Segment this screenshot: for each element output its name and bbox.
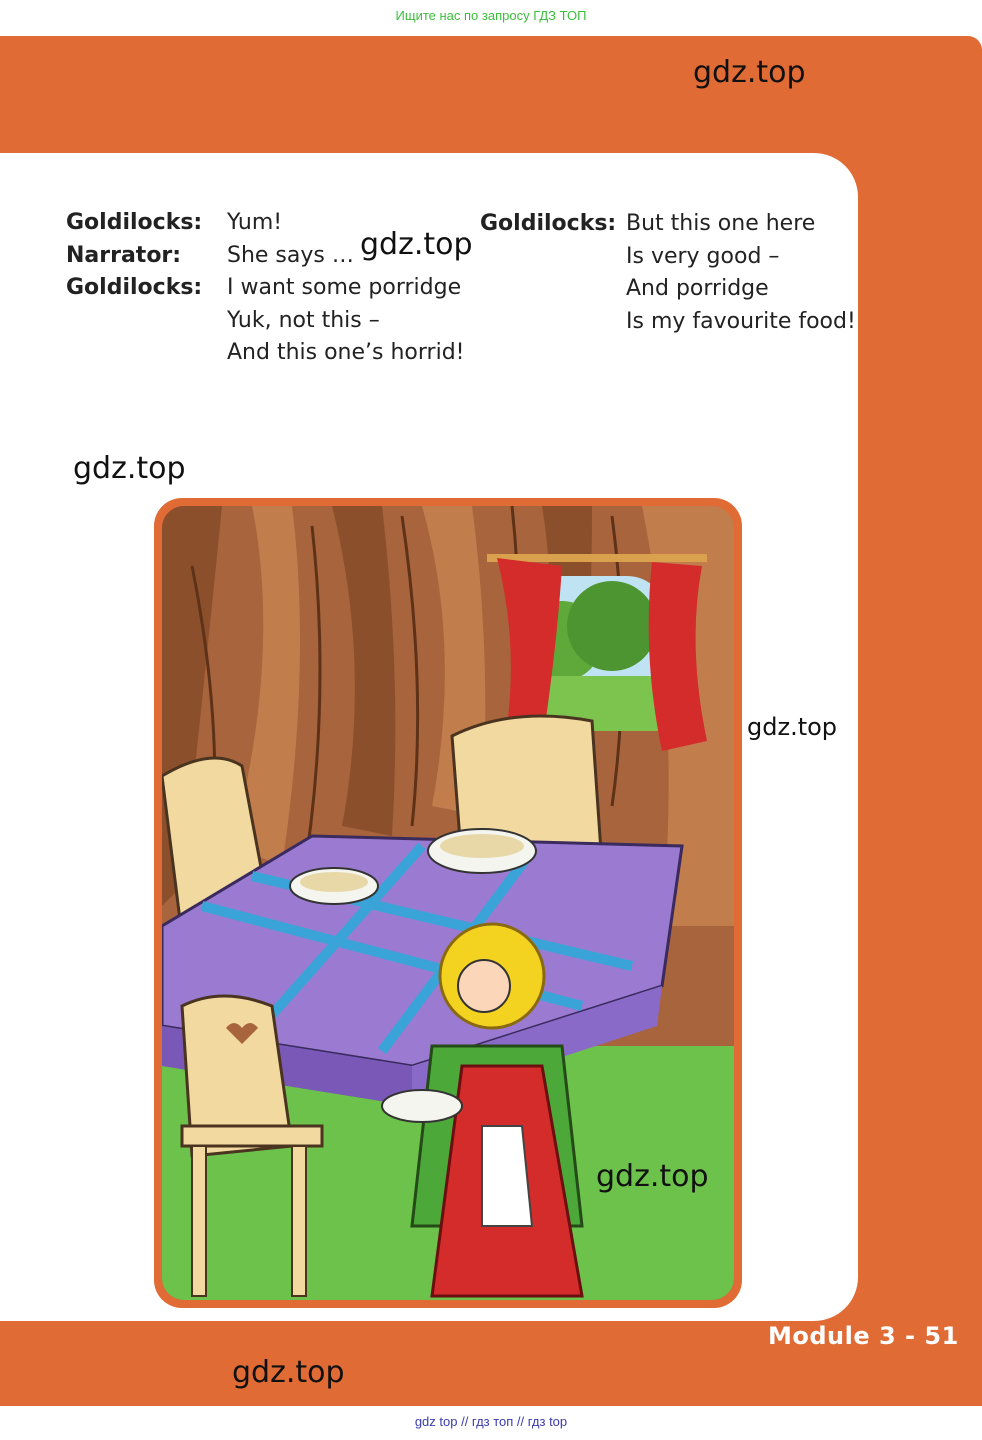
speaker-label: Goldilocks: <box>66 275 203 300</box>
top-banner[interactable]: Ищите нас по запросу ГДЗ ТОП <box>395 8 587 23</box>
watermark: gdz.top <box>693 55 806 90</box>
watermark: gdz.top <box>360 227 473 262</box>
page-number-label: Module 3 - 51 <box>768 1322 959 1350</box>
script-lines-right <box>626 208 856 338</box>
script-speakers-left <box>66 207 202 305</box>
bottom-links[interactable]: gdz top // гдз топ // гдз top <box>414 1414 568 1429</box>
script-line: Yum! <box>227 210 283 235</box>
script-line: I want some porridge <box>227 275 462 300</box>
watermark: gdz.top <box>596 1159 709 1194</box>
watermark: gdz.top <box>747 713 838 741</box>
script-speakers-right <box>480 208 616 241</box>
script-line: But this one here <box>626 211 816 236</box>
watermark: gdz.top <box>232 1355 345 1390</box>
speaker-label: Goldilocks: <box>480 211 617 236</box>
script-line: And porridge <box>626 276 769 301</box>
script-line: Is very good – <box>626 243 780 269</box>
script-line: She says … <box>227 242 354 268</box>
script-line: And this one’s horrid! <box>227 340 465 365</box>
speaker-label: Narrator: <box>66 242 182 268</box>
speaker-label: Goldilocks: <box>66 210 203 235</box>
script-line: Yuk, not this – <box>227 307 380 333</box>
script-line: Is my favourite food! <box>626 308 856 334</box>
watermark: gdz.top <box>73 451 186 486</box>
